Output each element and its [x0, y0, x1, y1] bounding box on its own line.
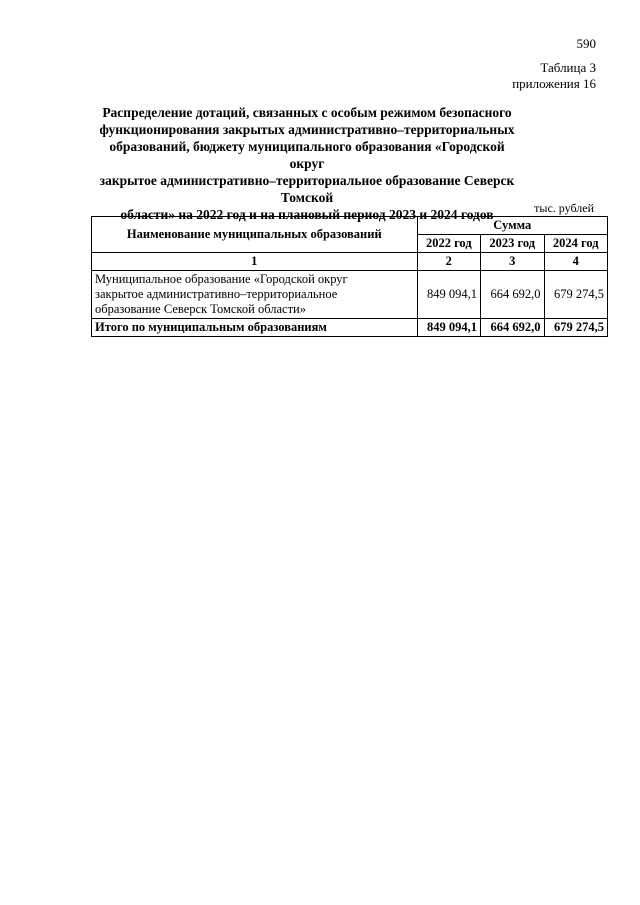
distribution-table — [91, 216, 608, 337]
units-label: тыс. рублей — [534, 201, 594, 215]
value-2022: 849 094,1 — [417, 271, 480, 319]
total-2024: 679 274,5 — [544, 319, 608, 337]
value-2024: 679 274,5 — [544, 271, 608, 319]
header-year-2022: 2022 год — [417, 235, 480, 253]
header-year-2024: 2024 год — [544, 235, 608, 253]
header-municipality-name: Наименование муниципальных образований — [92, 217, 418, 253]
column-index: 1 — [92, 253, 418, 271]
table-total-row — [92, 319, 608, 337]
title-line: образований, бюджету муниципального образования «Городской округ — [109, 139, 505, 171]
total-label: Итого по муниципальным образованиям — [92, 319, 418, 337]
municipality-name-line: закрытое административно–территориальное — [95, 287, 338, 301]
document-title — [92, 104, 522, 223]
total-2023: 664 692,0 — [481, 319, 544, 337]
title-line: области» на 2022 год и на плановый период 2023 и 2024 годов — [120, 207, 494, 222]
page-number: 590 — [576, 36, 596, 51]
title-line: закрытое административно–территориальное образование Северск Томской — [99, 173, 515, 205]
table-header-row — [92, 217, 608, 235]
title-line: функционирования закрытых административно–территориальных — [99, 122, 515, 137]
caption-table-number: Таблица 3 — [540, 60, 596, 75]
column-index: 4 — [544, 253, 608, 271]
column-index-row — [92, 253, 608, 271]
municipality-name-line: Муниципальное образование «Городской округ — [95, 272, 348, 286]
value-2023: 664 692,0 — [481, 271, 544, 319]
caption-appendix: приложения 16 — [512, 76, 596, 91]
column-index: 2 — [417, 253, 480, 271]
total-2022: 849 094,1 — [417, 319, 480, 337]
header-year-2023: 2023 год — [481, 235, 544, 253]
title-line: Распределение дотаций, связанных с особым режимом безопасного — [102, 105, 512, 120]
municipality-name-cell — [92, 271, 418, 319]
municipality-name-line: образование Северск Томской области» — [95, 302, 306, 316]
table-caption — [512, 60, 596, 92]
header-sum: Сумма — [417, 217, 607, 235]
column-index: 3 — [481, 253, 544, 271]
table-row — [92, 271, 608, 319]
